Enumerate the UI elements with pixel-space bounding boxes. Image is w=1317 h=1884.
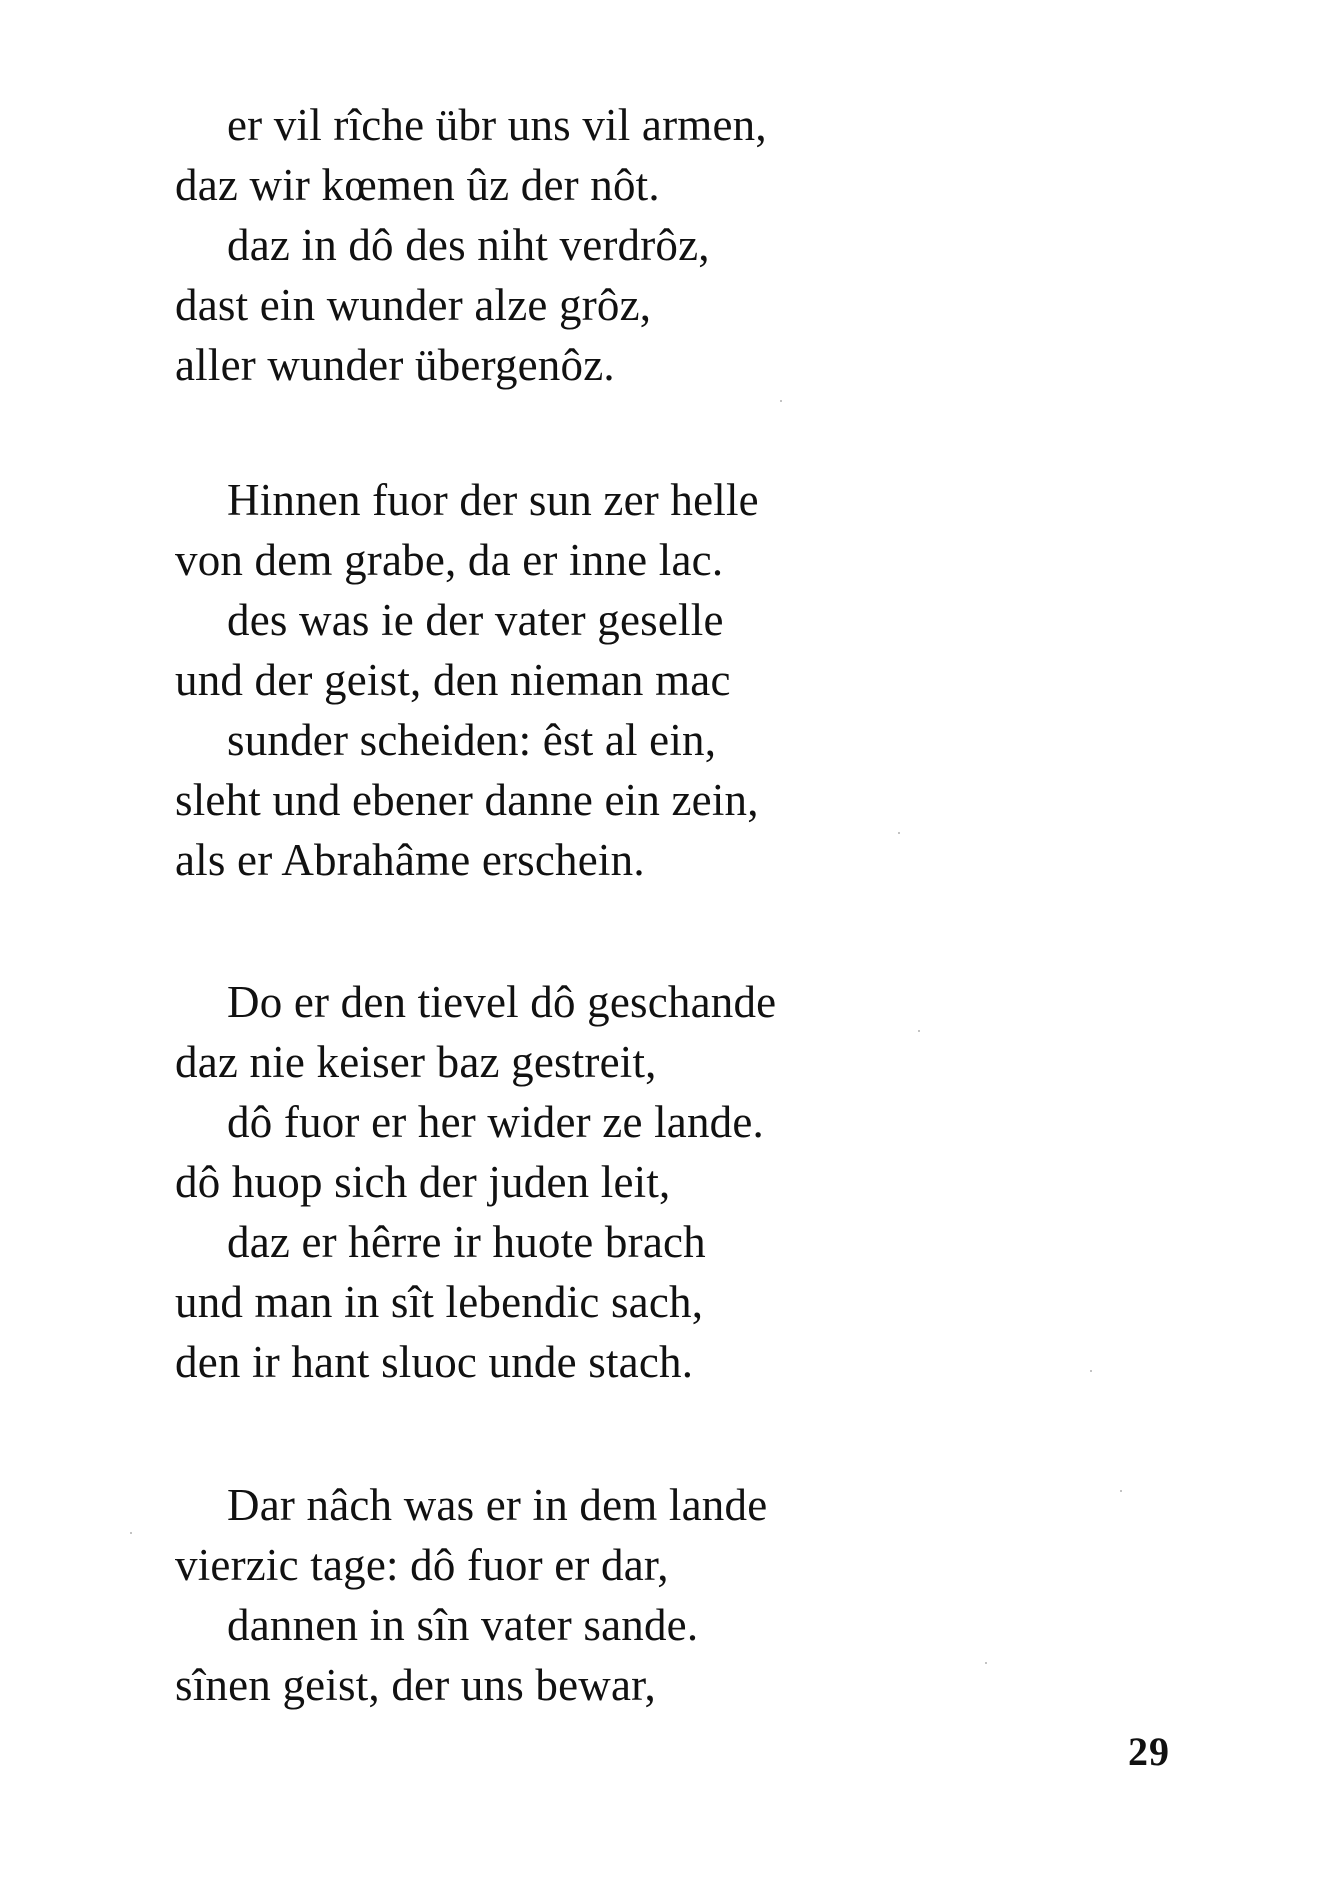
stanza-4	[175, 1475, 1175, 1715]
verse-line: den ir hant sluoc unde stach.	[175, 1337, 694, 1387]
verse-line: daz wir kœmen ûz der nôt.	[175, 160, 660, 210]
scan-speck	[898, 832, 900, 834]
verse-line: als er Abrahâme erschein.	[175, 835, 645, 885]
verse-line: daz nie keiser baz gestreit,	[175, 1037, 657, 1087]
scan-speck	[1090, 1370, 1092, 1372]
verse-line: Do er den tievel dô geschande	[227, 977, 777, 1027]
verse-line: daz in dô des niht verdrôz,	[227, 220, 710, 270]
verse-line: dast ein wunder alze grôz,	[175, 280, 652, 330]
scan-speck	[985, 1662, 987, 1664]
scan-speck	[130, 1532, 132, 1534]
verse-line: aller wunder übergenôz.	[175, 340, 615, 390]
verse-line: Dar nâch was er in dem lande	[227, 1480, 768, 1530]
verse-line: dô fuor er her wider ze lande.	[227, 1097, 764, 1147]
scan-speck	[780, 400, 782, 402]
stanza-2	[175, 470, 1175, 890]
verse-line: sunder scheiden: êst al ein,	[227, 715, 717, 765]
verse-line: sînen geist, der uns bewar,	[175, 1660, 656, 1710]
verse-line: dannen in sîn vater sande.	[227, 1600, 699, 1650]
verse-line: und der geist, den nieman mac	[175, 655, 731, 705]
verse-line: des was ie der vater geselle	[227, 595, 724, 645]
verse-line: daz er hêrre ir huote brach	[227, 1217, 706, 1267]
verse-line: sleht und ebener danne ein zein,	[175, 775, 759, 825]
stanza-1	[175, 95, 1175, 395]
scan-speck	[1120, 1490, 1122, 1492]
page-number: 29	[1128, 1729, 1170, 1774]
verse-line: Hinnen fuor der sun zer helle	[227, 475, 759, 525]
verse-line: und man in sît lebendic sach,	[175, 1277, 704, 1327]
verse-line: vierzic tage: dô fuor er dar,	[175, 1540, 669, 1590]
verse-line: er vil rîche übr uns vil armen,	[227, 100, 767, 150]
scan-speck	[918, 1030, 920, 1032]
verse-line: dô huop sich der juden leit,	[175, 1157, 671, 1207]
stanza-3	[175, 972, 1175, 1392]
verse-line: von dem grabe, da er inne lac.	[175, 535, 724, 585]
